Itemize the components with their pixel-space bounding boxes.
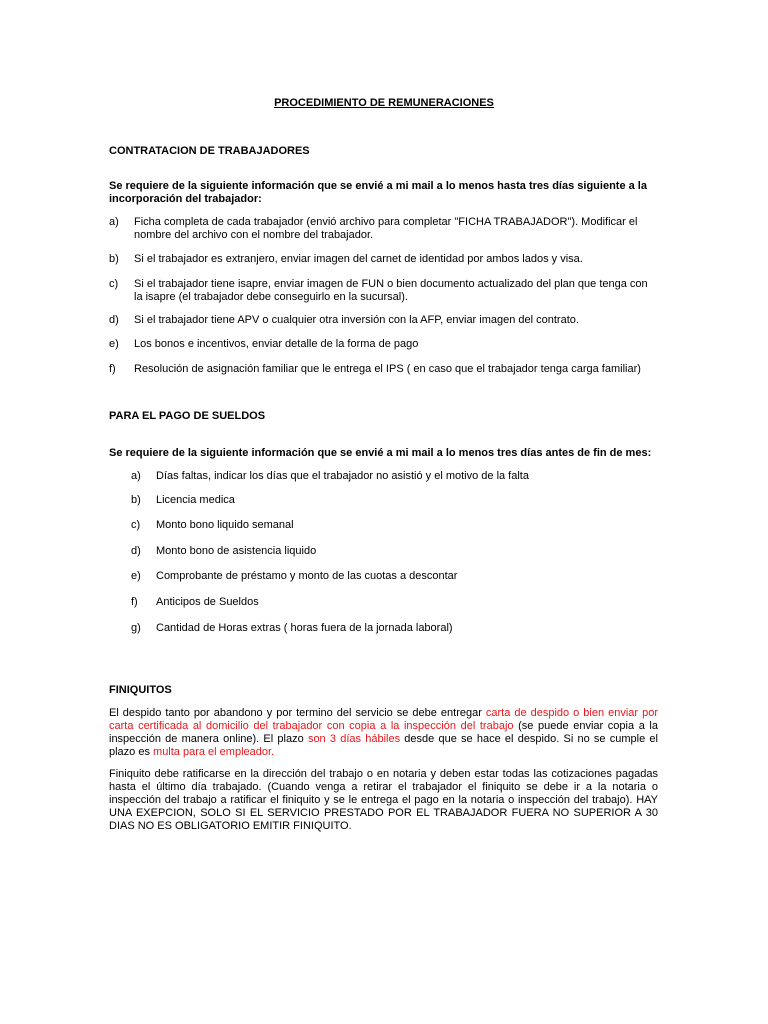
list-item-text: Resolución de asignación familiar que le entrega el IPS ( en caso que el trabajador tenga carga familiar) — [134, 363, 641, 375]
list-item-text: Comprobante de préstamo y monto de las cuotas a descontar — [156, 570, 458, 582]
list-item — [131, 545, 651, 558]
list-item — [109, 338, 654, 351]
list-marker: a) — [109, 216, 119, 228]
list-item — [131, 494, 651, 507]
list-item-text: Ficha completa de cada trabajador (envió archivo para completar "FICHA TRABAJADOR"). Modificar el nombre del archivo con el nombre del trabajador. — [134, 216, 638, 241]
paragraph-text: desde que se hace el despido. Si no se cumple el plazo es — [109, 733, 658, 758]
list-item-text: Licencia medica — [156, 494, 235, 506]
list-item — [131, 519, 651, 532]
list-marker: c) — [131, 519, 141, 531]
list-item — [109, 314, 654, 327]
list-item — [131, 596, 651, 609]
section-intro-sueldos: Se requiere de la siguiente información que se envié a mi mail a lo menos tres días antes de fin de mes: — [109, 447, 652, 459]
document-title: PROCEDIMIENTO DE REMUNERACIONES — [274, 97, 494, 109]
list-item — [131, 470, 651, 483]
list-marker: d) — [109, 314, 119, 326]
list-item — [131, 570, 651, 583]
section-heading-contratacion: CONTRATACION DE TRABAJADORES — [109, 145, 310, 157]
section-heading-sueldos: PARA EL PAGO DE SUELDOS — [109, 410, 266, 422]
list-item-text: Días faltas, indicar los días que el trabajador no asistió y el motivo de la falta — [156, 470, 529, 482]
paragraph-text: (se puede enviar copia a la inspección de manera online). El plazo — [109, 720, 658, 745]
list-item-text: Si el trabajador tiene APV o cualquier otra inversión con la AFP, enviar imagen del contrato. — [134, 314, 579, 326]
list-marker: b) — [131, 494, 141, 506]
list-item-text: Anticipos de Sueldos — [156, 596, 259, 608]
list-item — [109, 253, 654, 266]
section-intro-contratacion: Se requiere de la siguiente información que se envié a mi mail a lo menos hasta tres días siguiente a la incorporación del trabajador: — [109, 180, 647, 205]
list-marker: f) — [109, 363, 116, 375]
list-item-text: Monto bono de asistencia liquido — [156, 545, 317, 557]
finiquitos-paragraph-2: Finiquito debe ratificarse en la dirección del trabajo o en notaria y deben estar todas las cotizaciones pagadas hasta el último día trabajado. (Cuando venga a retirar el trabajador el finiquito se debe ir a la notaria o inspección del trabajo a ratificar el finiquito y se le entrega el pago en la notaria o inspección del trabajo). HAY UNA EXEPCION, SOLO SI EL SERVICIO PRESTADO POR EL TRABAJADOR FUERA NO SUPERIOR A 30 DIAS NO ES OBLIGATORIO EMITIR FINIQUITO. — [109, 768, 658, 832]
list-marker: d) — [131, 545, 141, 557]
list-marker: g) — [131, 622, 141, 634]
list-item-text: Cantidad de Horas extras ( horas fuera de la jornada laboral) — [156, 622, 453, 634]
list-marker: f) — [131, 596, 138, 608]
finiquitos-paragraph-1 — [109, 707, 658, 759]
list-item-text: Monto bono liquido semanal — [156, 519, 294, 531]
highlighted-text: carta de despido o bien enviar por carta certificada al domicilio del trabajador con copia a la inspección del trabajo — [109, 707, 658, 732]
list-marker: a) — [131, 470, 141, 482]
list-marker: e) — [109, 338, 119, 350]
list-marker: c) — [109, 278, 119, 290]
list-item-text: Los bonos e incentivos, enviar detalle de la forma de pago — [134, 338, 419, 350]
list-marker: b) — [109, 253, 119, 265]
list-item-text: Si el trabajador es extranjero, enviar imagen del carnet de identidad por ambos lados y visa. — [134, 253, 583, 265]
paragraph-text: El despido tanto por abandono y por termino del servicio se debe entregar — [109, 707, 486, 719]
list-item — [131, 622, 651, 635]
section-heading-finiquitos: FINIQUITOS — [109, 684, 172, 696]
list-item-text: Si el trabajador tiene isapre, enviar imagen de FUN o bien documento actualizado del plan que tenga con la isapre (el trabajador debe conseguirlo en la sucursal). — [134, 278, 648, 303]
highlighted-text: son 3 días hábiles — [307, 733, 401, 745]
list-item — [109, 278, 654, 304]
list-item — [109, 216, 654, 242]
highlighted-text: multa para el empleador. — [153, 746, 275, 758]
list-marker: e) — [131, 570, 141, 582]
list-item — [109, 363, 654, 376]
